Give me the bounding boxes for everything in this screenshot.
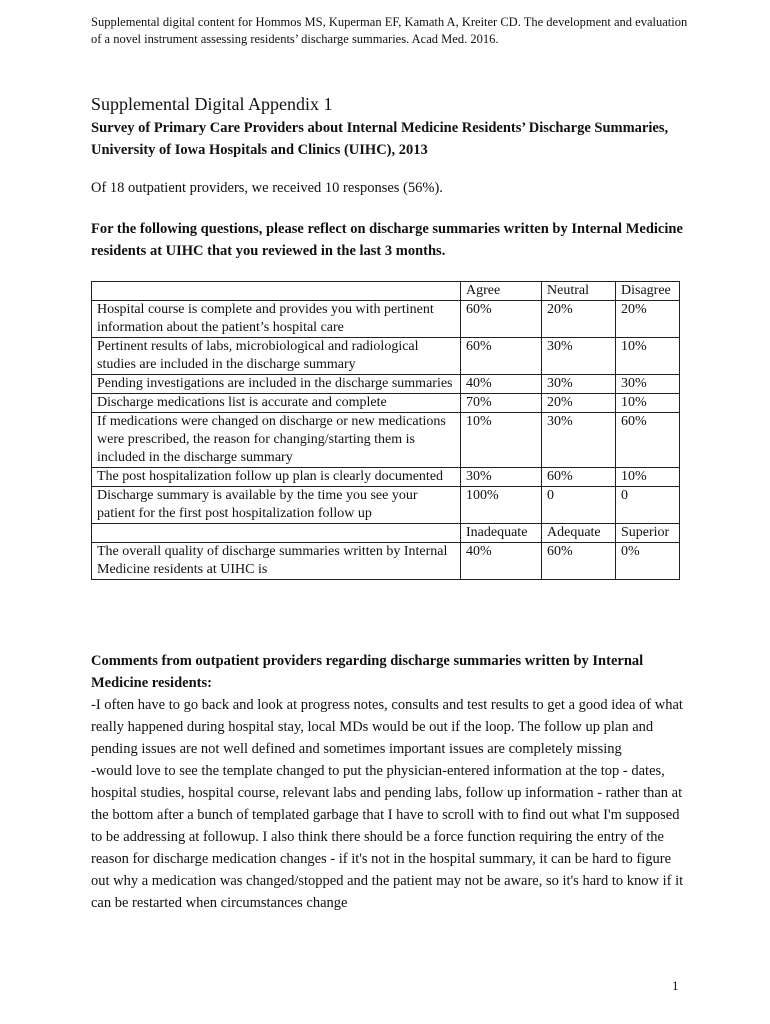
comments-title: Comments from outpatient providers regarding discharge summaries written by Internal Medicine residents: — [91, 653, 644, 691]
disagree-value: 60% — [616, 413, 680, 468]
table-header-cell: Agree — [461, 282, 542, 301]
table-header-cell — [92, 524, 461, 543]
quality-header-row — [92, 524, 680, 543]
neutral-value: 0 — [542, 487, 616, 524]
table-header-cell: Adequate — [542, 524, 616, 543]
adequate-value: 60% — [542, 543, 616, 580]
survey-item: The post hospitalization follow up plan is clearly documented — [92, 468, 461, 487]
table-header-row — [92, 282, 680, 301]
table-row — [92, 468, 680, 487]
neutral-value: 20% — [542, 301, 616, 338]
appendix-title: Supplemental Digital Appendix 1 — [91, 94, 333, 114]
superior-value: 0% — [616, 543, 680, 580]
inadequate-value: 40% — [461, 543, 542, 580]
agree-value: 30% — [461, 468, 542, 487]
agree-value: 60% — [461, 338, 542, 375]
table-row — [92, 543, 680, 580]
survey-item: Pertinent results of labs, microbiological and radiological studies are included in the discharge summary — [92, 338, 461, 375]
agree-value: 100% — [461, 487, 542, 524]
survey-item: If medications were changed on discharge or new medications were prescribed, the reason for changing/starting them is included in the discharge summary — [92, 413, 461, 468]
agree-value: 60% — [461, 301, 542, 338]
neutral-value: 60% — [542, 468, 616, 487]
table-header-cell: Inadequate — [461, 524, 542, 543]
citation-header: Supplemental digital content for Hommos MS, Kuperman EF, Kamath A, Kreiter CD. The development and evaluation of a novel instrument assessing residents’ discharge summaries. Acad Med. 2016. — [91, 15, 688, 46]
comment-item: -would love to see the template changed to put the physician-entered information at the top - dates, hospital studies, hospital course, relevant labs and pending labs, follow up information - rather than at the bottom after a bunch of templated garbage that I have to scroll with to find out what I'm supposed to be addressing at followup. I also think there should be a force function requiring the entry of the reason for discharge medication changes - if it's not in the hospital summary, it can be hard to figure out why a medication was changed/stopped and the patient may not be aware, so it's hard to know if it can be restarted when circumstances change — [91, 763, 684, 911]
table-row — [92, 487, 680, 524]
disagree-value: 10% — [616, 338, 680, 375]
table-header-cell: Neutral — [542, 282, 616, 301]
survey-results-table — [91, 281, 680, 580]
disagree-value: 0 — [616, 487, 680, 524]
survey-item: Discharge medications list is accurate and complete — [92, 394, 461, 413]
disagree-value: 30% — [616, 375, 680, 394]
table-row — [92, 394, 680, 413]
survey-item: The overall quality of discharge summaries written by Internal Medicine residents at UIHC is — [92, 543, 461, 580]
page-number: 1 — [672, 978, 679, 993]
table-header-cell — [92, 282, 461, 301]
neutral-value: 20% — [542, 394, 616, 413]
survey-title: Survey of Primary Care Providers about Internal Medicine Residents’ Discharge Summaries, University of Iowa Hospitals and Clinics (UIHC), 2013 — [91, 120, 669, 158]
survey-item: Pending investigations are included in the discharge summaries — [92, 375, 461, 394]
agree-value: 40% — [461, 375, 542, 394]
table-row — [92, 301, 680, 338]
agree-value: 70% — [461, 394, 542, 413]
disagree-value: 10% — [616, 394, 680, 413]
agree-value: 10% — [461, 413, 542, 468]
survey-item: Discharge summary is available by the time you see your patient for the first post hospitalization follow up — [92, 487, 461, 524]
survey-item: Hospital course is complete and provides you with pertinent information about the patient’s hospital care — [92, 301, 461, 338]
table-row — [92, 338, 680, 375]
neutral-value: 30% — [542, 375, 616, 394]
neutral-value: 30% — [542, 338, 616, 375]
table-row — [92, 375, 680, 394]
comments-section — [91, 650, 691, 914]
table-header-cell: Disagree — [616, 282, 680, 301]
table-header-cell: Superior — [616, 524, 680, 543]
response-rate-text: Of 18 outpatient providers, we received 10 responses (56%). — [91, 180, 443, 196]
disagree-value: 10% — [616, 468, 680, 487]
table-row — [92, 413, 680, 468]
comment-item: -I often have to go back and look at progress notes, consults and test results to get a good idea of what really happened during hospital stay, local MDs would be out if the loop. The follow up plan and pending issues are not well defined and sometimes important issues are completely missing — [91, 697, 683, 757]
neutral-value: 30% — [542, 413, 616, 468]
survey-instructions: For the following questions, please reflect on discharge summaries written by Internal Medicine residents at UIHC that you reviewed in the last 3 months. — [91, 221, 683, 259]
disagree-value: 20% — [616, 301, 680, 338]
